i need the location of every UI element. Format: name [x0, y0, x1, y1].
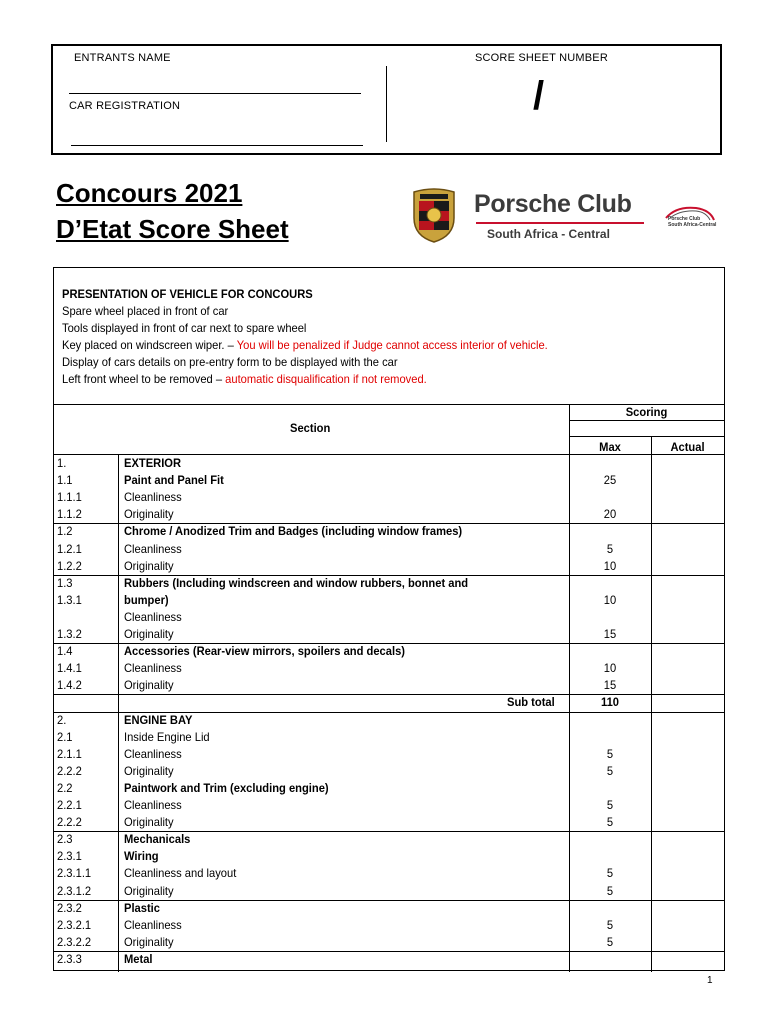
row-number: 1.4 [57, 644, 73, 659]
actual-score-cell[interactable] [652, 814, 724, 831]
actual-score-cell[interactable] [652, 694, 724, 711]
mini-logo-text: Porsche Club South Africa-Central [668, 216, 717, 228]
club-region: South Africa - Central [487, 227, 610, 241]
row-label: Originality [124, 883, 174, 898]
mini-club-logo [662, 204, 718, 234]
subtotal-label: Sub total [507, 695, 555, 710]
max-header: Max [599, 440, 621, 454]
scoring-header: Scoring [625, 405, 668, 419]
column-header-bottom [54, 454, 724, 455]
row-number: 1.3 [57, 575, 73, 590]
presentation-heading: PRESENTATION OF VEHICLE FOR CONCOURS [62, 287, 313, 301]
row-label: Cleanliness [124, 917, 182, 932]
row-label: Cleanliness [124, 798, 182, 812]
row-number: 1.2.1 [57, 541, 82, 556]
presentation-line-4: Display of cars details on pre-entry form to be displayed with the car [62, 355, 398, 369]
max-score: 5 [606, 763, 614, 778]
car-registration-label: CAR REGISTRATION [69, 100, 181, 112]
max-score: 5 [606, 746, 614, 761]
max-score: 15 [603, 627, 617, 641]
row-number: 1.1.1 [57, 490, 82, 505]
row-number: 1.4.1 [57, 661, 82, 676]
actual-score-cell[interactable] [652, 677, 724, 694]
presentation-line-3: Key placed on windscreen wiper. – You will be penalized if Judge cannot access interior of vehicle. [62, 338, 548, 352]
actual-score-cell[interactable] [652, 472, 724, 489]
title-line-2: D’Etat Score Sheet [56, 214, 289, 244]
row-number: 2.3.3 [57, 951, 82, 966]
row-number: 2.1 [57, 729, 73, 744]
max-score: 25 [603, 473, 617, 488]
row-label: Cleanliness [124, 541, 182, 556]
row-number: 2.3.1.2 [57, 883, 92, 898]
row-label: Originality [124, 763, 174, 778]
actual-score-cell[interactable] [652, 592, 724, 609]
row-label: Chrome / Anodized Trim and Badges (including window frames) [124, 524, 463, 539]
score-sheet-number-slash: / [533, 74, 545, 118]
row-number: 1.2 [57, 524, 73, 539]
row-number: 1.2.2 [57, 558, 82, 573]
row-label: Wiring [124, 849, 159, 864]
row-label: Plastic [124, 900, 160, 915]
row-number: 2.1.1 [57, 746, 82, 761]
max-score: 10 [603, 661, 617, 676]
porsche-club-logo [410, 188, 730, 244]
row-label: ENGINE BAY [124, 712, 193, 727]
presentation-line-2: Tools displayed in front of car next to spare wheel [62, 321, 307, 335]
row-label: Accessories (Rear-view mirrors, spoilers and decals) [124, 644, 405, 659]
max-score: 5 [606, 883, 614, 898]
row-number: 2.2 [57, 780, 73, 795]
row-number: 2.2.2 [57, 815, 82, 830]
actual-score-cell[interactable] [652, 917, 724, 934]
car-registration-line[interactable] [71, 145, 363, 146]
subtotal-value: 110 [600, 695, 619, 710]
row-number: 2.3.1.1 [57, 866, 92, 881]
section-header: Section [290, 421, 331, 435]
row-label: Originality [124, 558, 174, 573]
actual-score-cell[interactable] [652, 506, 724, 523]
max-score: 20 [603, 507, 617, 522]
club-accent-rule [476, 222, 644, 224]
max-score: 10 [603, 558, 617, 573]
row-label: Paintwork and Trim (excluding engine) [124, 780, 329, 795]
page-number: 1 [707, 975, 713, 986]
actual-score-cell[interactable] [652, 865, 724, 882]
porsche-crest-icon [410, 188, 458, 244]
disqualification-warning: automatic disqualification if not removed. [225, 372, 427, 386]
max-score: 5 [606, 815, 614, 830]
penalty-warning: You will be penalized if Judge cannot access interior of vehicle. [236, 338, 548, 352]
row-number: 2.3.2.1 [57, 917, 92, 932]
row-number: 2.3.2.2 [57, 934, 92, 949]
row-number: 1.4.2 [57, 678, 82, 693]
row-label: Cleanliness and layout [124, 866, 237, 881]
row-label: Originality [124, 678, 174, 693]
row-number: 2.3.1 [57, 849, 82, 864]
max-score: 5 [606, 934, 614, 949]
row-number: 2.3.2 [57, 900, 82, 915]
score-table [53, 267, 725, 971]
row-number: 2. [57, 712, 67, 727]
row-label: Metal [124, 951, 153, 966]
row-number: 1.3.2 [57, 627, 82, 641]
row-label: EXTERIOR [124, 456, 182, 470]
presentation-line-1: Spare wheel placed in front of car [62, 304, 229, 318]
actual-score-cell[interactable] [652, 746, 724, 763]
club-name: Porsche Club [474, 190, 632, 218]
presentation-instructions [62, 286, 548, 388]
row-number: 1. [57, 456, 67, 470]
max-score: 15 [603, 678, 617, 693]
row-number: 2.2.2 [57, 763, 82, 778]
row-label: Cleanliness [124, 746, 182, 761]
row-number: 2.2.1 [57, 798, 82, 812]
entrants-name-label: ENTRANTS NAME [74, 52, 171, 64]
actual-score-cell[interactable] [652, 797, 724, 814]
row-label: Originality [124, 815, 174, 830]
actual-score-cell[interactable] [652, 763, 724, 780]
row-label: Cleanliness [124, 661, 182, 676]
subheader-line [569, 436, 724, 437]
max-score: 5 [606, 541, 614, 556]
row-label: Mechanicals [124, 832, 191, 847]
row-divider [54, 951, 724, 952]
row-label: Cleanliness [124, 490, 182, 505]
max-score: 5 [606, 917, 614, 932]
score-sheet-number-label: SCORE SHEET NUMBER [475, 52, 608, 64]
max-score: 5 [606, 798, 614, 812]
scoring-underline [569, 420, 724, 421]
actual-header: Actual [670, 440, 705, 454]
actual-score-cell[interactable] [652, 934, 724, 951]
entrants-name-line[interactable] [69, 93, 361, 94]
row-number: 1.1 [57, 473, 73, 488]
entrant-details-box [51, 44, 722, 155]
header-divider [386, 66, 387, 142]
row-label: Originality [124, 507, 174, 522]
row-number: 1.1.2 [57, 507, 82, 522]
row-label: Originality [124, 934, 174, 949]
actual-score-cell[interactable] [652, 558, 724, 575]
actual-score-cell[interactable] [652, 541, 724, 558]
row-label: Inside Engine Lid [124, 729, 210, 744]
actual-score-cell[interactable] [652, 660, 724, 677]
presentation-line-5: Left front wheel to be removed – automatic disqualification if not removed. [62, 372, 427, 386]
row-label: Paint and Panel Fit [124, 473, 224, 488]
row-label: Originality [124, 627, 174, 641]
actual-score-cell[interactable] [652, 626, 724, 643]
max-column-left-border [569, 404, 570, 972]
max-score: 5 [606, 866, 614, 881]
row-number: 1.3.1 [57, 592, 82, 607]
actual-score-cell[interactable] [652, 883, 724, 900]
row-label: Cleanliness [124, 609, 182, 624]
row-number: 2.3 [57, 832, 73, 847]
row-label: bumper) [124, 592, 169, 607]
number-column-border [118, 454, 119, 972]
row-label: Rubbers (Including windscreen and window rubbers, bonnet and [124, 575, 469, 590]
max-score: 10 [603, 592, 617, 607]
title-line-1: Concours 2021 [56, 178, 243, 208]
